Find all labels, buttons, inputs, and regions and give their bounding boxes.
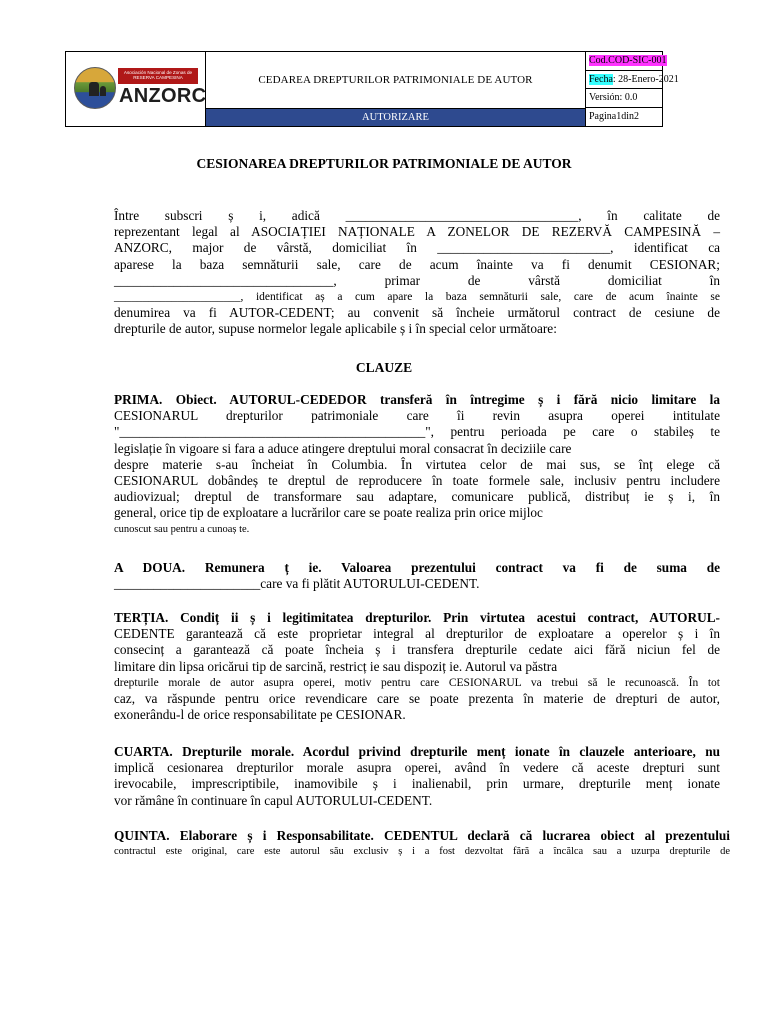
text-line: legislație în vigoare si fara a aduce atingere dreptului moral consacrat în deciziile care: [114, 440, 572, 456]
clauze-title: CLAUZE: [355, 360, 413, 375]
date-value: : 28-Enero-2021: [612, 73, 679, 85]
text-line: aparese la baza semnăturii sale, care de acum înainte va fi denumit CESIONAR;: [114, 256, 720, 272]
clause-tertia: [114, 610, 720, 723]
text-line: ______________________, identificat aș a cum apare la baza semnăturii sale, care de acum înainte se: [114, 291, 720, 304]
code-row: [586, 52, 667, 71]
text-line: caz, va răspunde pentru orice revendicare care se poate prezenta în materie de drepturi de autor,: [114, 691, 720, 707]
code-value: COD-SIC-001: [608, 55, 667, 66]
text-line: exonerându-l de orice responsabilitate pe CESIONAR.: [114, 707, 406, 723]
text-line: consecinț a garantează că poate încheia ș i transfera drepturile cedate aici fără niciun fel de: [114, 642, 720, 658]
text-line: cunoscut sau pentru a cunoaș te.: [114, 523, 250, 535]
text-line: irevocabile, imprescriptibile, inamovibile ș i inalienabil, prin urmare, drepturile menț ionate: [114, 776, 720, 792]
document-header-table: [65, 51, 679, 127]
text-line: A DOUA. Remunera ț ie. Valoarea prezentului contract va fi de suma de: [114, 560, 720, 575]
document-title: CESIONAREA DREPTURILOR PATRIMONIALE DE AUTOR: [196, 156, 572, 171]
clause-cuarta: [114, 744, 720, 809]
text-line: contractul este original, care este autorul său exclusiv ș i a fost dezvoltat fără a încălca sau a uzurpa drepturile de: [114, 846, 730, 858]
text-line: CUARTA. Drepturile morale. Acordul privind drepturile menț ionate în clauzele anterioare, nu: [114, 744, 720, 759]
clause-prima: [114, 392, 720, 538]
page-row: Pagina1din2: [589, 110, 639, 122]
text-line: general, orice tip de exploatare a lucrărilor care se poate realiza prin orice mijloc: [114, 505, 543, 521]
text-line: CESIONARUL dobândeș te dreptul de reproducere în toate formele sale, inclusiv pentru includere: [114, 473, 720, 489]
text-line: drepturile morale de autor asupra operei, motiv pentru care CESIONARUL va trebui să le recunoască. În tot: [114, 676, 720, 689]
logo-emblem-icon: [74, 67, 116, 109]
version-row: Versión: 0.0: [586, 89, 662, 108]
text-line: CEDENTE garantează că este proprietar integral al drepturilor de exploatare a operelor ș i în: [114, 626, 720, 642]
header-authorization: AUTORIZARE: [206, 108, 586, 126]
clause-a-doua: [114, 560, 720, 592]
clause-quinta: [114, 828, 730, 860]
logo-name: ANZORC: [119, 85, 207, 107]
text-line: limitare din lipsa oricărui tip de sarcină, restricț ie sau dispoziț ie. Autorul va păstra: [114, 658, 558, 674]
text-line: _________________________________, primar de vârstă domiciliat în: [114, 272, 720, 288]
text-line: despre materie s-au încheiat în Columbia. În virtutea celor de mai sus, se înț elege că: [114, 456, 720, 472]
anzorc-logo: [72, 65, 207, 113]
code-label: Cod.: [589, 55, 609, 66]
text-line: reprezentant legal al ASOCIAȚIEI NAȚIONALE A ZONELOR DE REZERVĂ CAMPESINĂ –: [114, 224, 720, 240]
text-line: ______________________care va fi plătit AUTORULUI-CEDENT.: [114, 576, 480, 592]
text-line: implică cesionarea drepturilor morale asupra operei, având în vedere că aceste drepturi sunt: [114, 760, 720, 776]
text-line: vor rămâne în continuare în capul AUTORULUI-CEDENT.: [114, 792, 433, 808]
date-row: [586, 71, 679, 90]
logo-band-text: Asociación Nacional de Zonas de RESERVA CAMPESINA: [118, 68, 198, 84]
text-line: "______________________________________________", pentru perioada pe care o stabileș te: [114, 424, 720, 440]
text-line: Între subscri ș i, adică ___________________________________, în calitate de: [114, 208, 720, 223]
text-line: QUINTA. Elaborare ș i Responsabilitate. CEDENTUL declară că lucrarea obiect al prezentului: [114, 828, 730, 843]
text-line: drepturile de autor, supuse normelor legale aplicabile ș i în special celor următoare:: [114, 321, 557, 337]
logo-cell: [66, 52, 206, 126]
text-line: TERȚIA. Condiț ii ș i legitimitatea drepturilor. Prin virtutea acestui contract, AUTORUL-: [114, 610, 720, 625]
text-line: denumirea va fi AUTOR-CEDENT; au convenit să încheie următorul contract de cesiune de: [114, 305, 720, 321]
text-line: audiovizual; dreptul de transformare sau adaptare, comunicare publică, distribuț ie ș i, în: [114, 489, 720, 505]
header-meta: [586, 52, 679, 126]
text-line: PRIMA. Obiect. AUTORUL-CEDEDOR transferă în întregime ș i fără nicio limitare la: [114, 392, 720, 407]
text-line: CESIONARUL drepturilor patrimoniale care îi revin asupra operei intitulate: [114, 408, 720, 424]
date-label: Fecha: [589, 73, 613, 85]
intro-paragraph: [114, 208, 720, 338]
text-line: ANZORC, major de vârstă, domiciliat în __________________________, identificat ca: [114, 240, 720, 256]
header-title: CEDAREA DREPTURILOR PATRIMONIALE DE AUTOR: [206, 52, 586, 108]
